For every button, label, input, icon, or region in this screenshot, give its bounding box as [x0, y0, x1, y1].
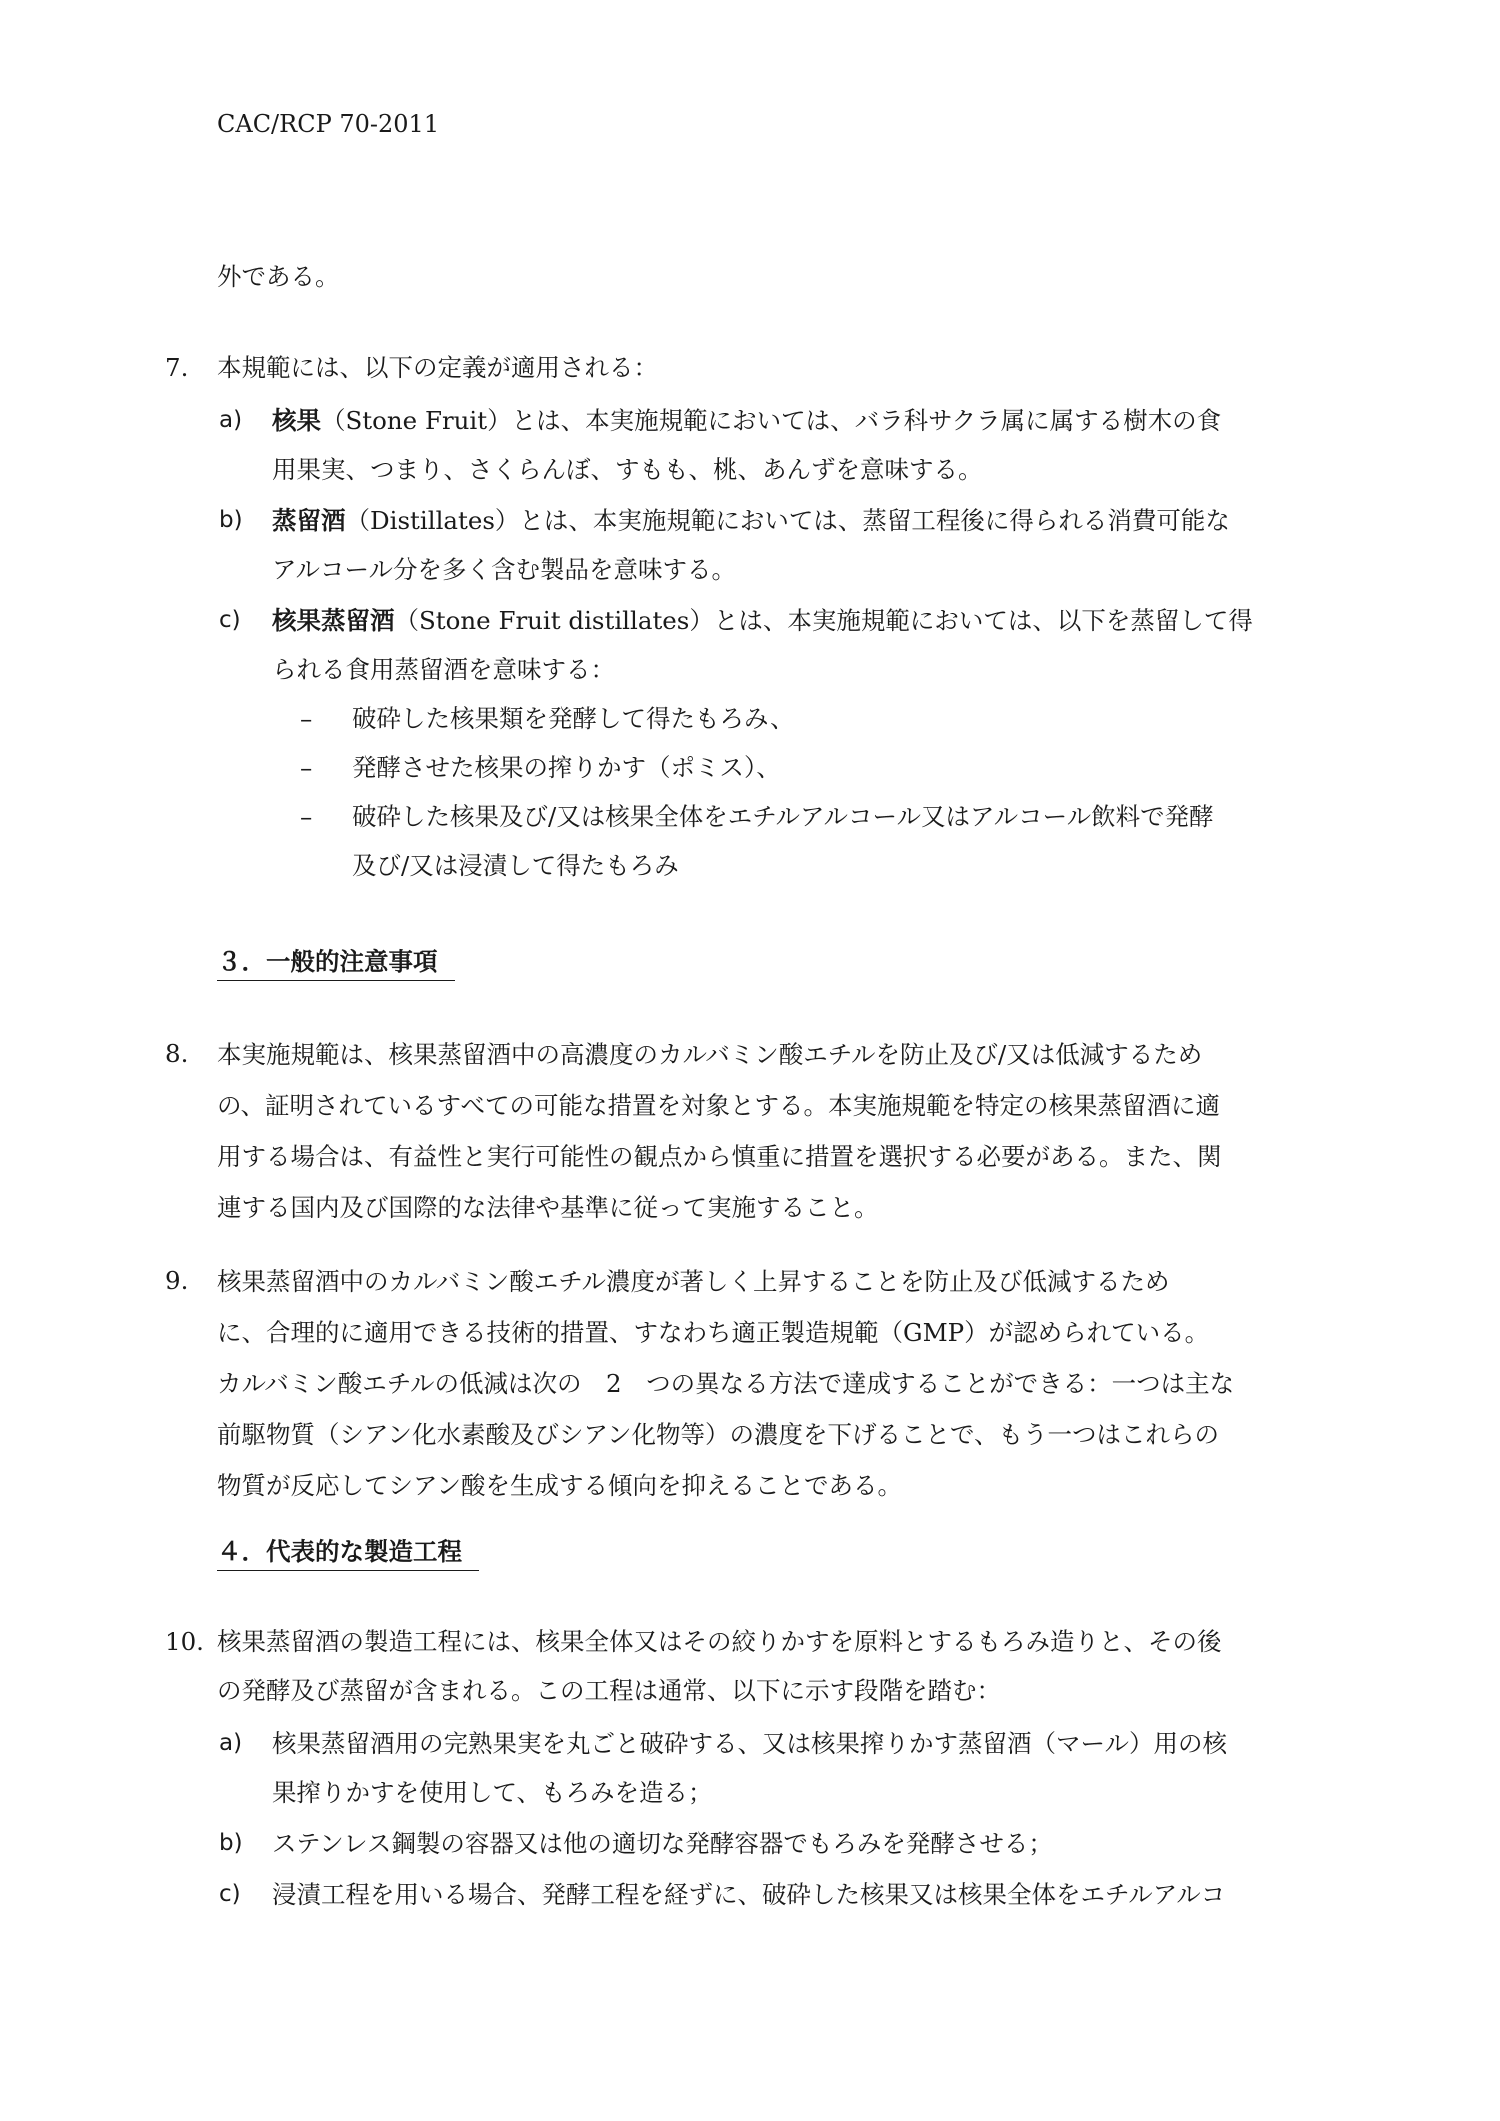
- step-text: 核果蒸留酒用の完熟果実を丸ごと破砕する、又は核果搾りかす蒸留酒（マール）用の核: [272, 1729, 1228, 1758]
- dash-item: [165, 743, 1335, 792]
- item-marker: b): [219, 507, 243, 533]
- definition-text: （Stone Fruit distillates）とは、本実施規範においては、以下を蒸留して得: [394, 606, 1253, 635]
- definition-term: 蒸留酒: [272, 506, 346, 535]
- step-text: 浸漬工程を用いる場合、発酵工程を経ずに、破砕した核果又は核果全体をエチルアルコ: [272, 1880, 1226, 1909]
- definition-text: （Stone Fruit）とは、本実施規範においては、バラ科サクラ属に属する樹木の食: [321, 406, 1222, 435]
- definition-text-continued: アルコール分を多く含む製品を意味する。: [272, 555, 737, 584]
- paragraph-line: 用する場合は、有益性と実行可能性の観点から慎重に措置を選択する必要がある。また、関: [217, 1142, 1222, 1171]
- process-step-a: [165, 1719, 1335, 1817]
- continuation-text: [217, 252, 340, 301]
- section-heading-text: ４．代表的な製造工程: [217, 1537, 462, 1566]
- section-heading-4: [217, 1535, 479, 1571]
- paragraph-line: に、合理的に適用できる技術的措置、すなわち適正製造規範（GMP）が認められている。: [217, 1318, 1210, 1347]
- paragraph-line: 核果蒸留酒の製造工程には、核果全体又はその絞りかすを原料とするもろみ造りと、その後: [217, 1627, 1222, 1656]
- dash-item: [165, 694, 1335, 743]
- item-marker: c): [219, 607, 241, 633]
- definition-text: （Distillates）とは、本実施規範においては、蒸留工程後に得られる消費可能な: [345, 506, 1230, 535]
- paragraph-7-lead-row: [165, 343, 1335, 392]
- step-text: ステンレス鋼製の容器又は他の適切な発酵容器でもろみを発酵させる；: [272, 1829, 1053, 1858]
- paragraph-8: [165, 1029, 1335, 1233]
- process-step-b: [165, 1819, 1335, 1868]
- paragraph-7: [165, 343, 1335, 890]
- document-code-header: CAC/RCP 70-2011: [217, 110, 440, 138]
- definition-term: 核果: [272, 406, 321, 435]
- dash-item: [165, 792, 1335, 890]
- paragraph-9: [165, 1256, 1335, 1511]
- definition-item-b: [165, 496, 1335, 594]
- dash-marker: –: [300, 753, 313, 782]
- item-marker: a): [219, 1730, 243, 1756]
- process-step-c: [165, 1870, 1335, 1919]
- dash-marker: –: [300, 802, 313, 831]
- dash-text: 破砕した核果及び/又は核果全体をエチルアルコール又はアルコール飲料で発酵: [352, 802, 1214, 831]
- paragraph-line: 本実施規範は、核果蒸留酒中の高濃度のカルバミン酸エチルを防止及び/又は低減するため: [217, 1040, 1203, 1069]
- section-heading-text: ３．一般的注意事項: [217, 947, 438, 976]
- definition-text-continued: られる食用蒸留酒を意味する：: [272, 655, 615, 684]
- dash-marker: –: [300, 704, 313, 733]
- continuation-line: 外である。: [217, 262, 340, 291]
- dash-text-continued: 及び/又は浸漬して得たもろみ: [352, 851, 679, 880]
- paragraph-number: 9.: [165, 1266, 189, 1295]
- definition-item-c: [165, 596, 1335, 694]
- dash-text: 発酵させた核果の搾りかす（ポミス）、: [352, 753, 781, 782]
- paragraph-line: カルバミン酸エチルの低減は次の 2 つの異なる方法で達成することができる：一つは主な: [217, 1369, 1235, 1398]
- paragraph-line: 核果蒸留酒中のカルバミン酸エチル濃度が著しく上昇することを防止及び低減するため: [217, 1267, 1170, 1296]
- paragraph-number: 8.: [165, 1039, 189, 1068]
- paragraph-number: 10.: [165, 1627, 204, 1656]
- step-text-continued: 果搾りかすを使用して、もろみを造る；: [272, 1778, 713, 1807]
- item-marker: a): [219, 407, 243, 433]
- paragraph-7-lead: 本規範には、以下の定義が適用される：: [217, 353, 658, 382]
- paragraph-line: 連する国内及び国際的な法律や基準に従って実施すること。: [217, 1193, 879, 1222]
- item-marker: b): [219, 1830, 243, 1856]
- paragraph-10: [165, 1617, 1335, 1919]
- item-marker: c): [219, 1881, 241, 1907]
- paragraph-line: の発酵及び蒸留が含まれる。この工程は通常、以下に示す段階を踏む：: [217, 1676, 1001, 1705]
- dash-text: 破砕した核果類を発酵して得たもろみ、: [352, 704, 795, 733]
- paragraph-number: 7.: [165, 353, 189, 382]
- paragraph-line: 物質が反応してシアン酸を生成する傾向を抑えることである。: [217, 1471, 903, 1500]
- definition-term: 核果蒸留酒: [272, 606, 395, 635]
- paragraph-line: 前駆物質（シアン化水素酸及びシアン化物等）の濃度を下げることで、もう一つはこれらの: [217, 1420, 1220, 1449]
- paragraph-line: の、証明されているすべての可能な措置を対象とする。本実施規範を特定の核果蒸留酒に適: [217, 1091, 1221, 1120]
- definition-text-continued: 用果実、つまり、さくらんぼ、すもも、桃、あんずを意味する。: [272, 455, 983, 484]
- definition-item-a: [165, 396, 1335, 494]
- section-heading-3: [217, 945, 455, 981]
